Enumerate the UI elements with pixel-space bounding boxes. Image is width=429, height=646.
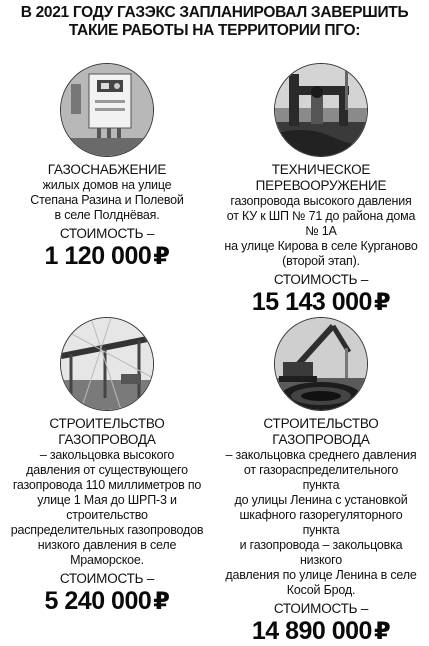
description-line: газопровода 110 миллиметров по xyxy=(12,478,202,492)
excavator-pipe-photo-icon xyxy=(275,318,367,410)
description-line: Степана Разина и Полевой xyxy=(30,193,184,207)
ruble-icon: ₽ xyxy=(373,289,391,316)
project-description xyxy=(214,448,428,598)
page-title-line-1: В 2021 ГОДУ ГАЗЭКС ЗАПЛАНИРОВАЛ ЗАВЕРШИТЬ xyxy=(20,4,409,21)
page-title xyxy=(0,4,429,40)
description-line: распределительных газопроводов xyxy=(10,523,204,537)
pipeline-valve-photo-icon xyxy=(275,64,367,156)
price-value: 5 240 000 xyxy=(44,587,152,615)
project-description xyxy=(0,178,214,223)
cost-label: СТОИМОСТЬ – xyxy=(59,226,155,241)
project-heading: СТРОИТЕЛЬСТВО ГАЗОПРОВОДА xyxy=(263,416,379,447)
project-card-4 xyxy=(214,318,428,646)
description-line: давления по улице Ленина в селе xyxy=(225,568,417,582)
ruble-icon: ₽ xyxy=(153,243,170,270)
cost-label: СТОИМОСТЬ – xyxy=(273,601,369,616)
description-line: – закольцовка высокого xyxy=(39,448,175,462)
project-heading: СТРОИТЕЛЬСТВО ГАЗОПРОВОДА xyxy=(49,416,165,447)
price-value: 1 120 000 xyxy=(44,242,152,270)
description-line: низкого давления в селе Мраморское. xyxy=(37,538,177,567)
project-description xyxy=(214,194,428,269)
project-description xyxy=(0,448,214,568)
gas-boiler-photo-icon xyxy=(61,64,153,156)
description-line: улице 1 Мая до ШРП-3 и строительство xyxy=(37,493,177,522)
description-line: от газораспределительного пункта xyxy=(243,463,399,492)
project-card-3 xyxy=(0,318,214,616)
project-price xyxy=(0,587,214,616)
project-price xyxy=(0,242,214,271)
cost-label: СТОИМОСТЬ – xyxy=(59,571,155,586)
description-line: жилых домов на улице xyxy=(42,178,172,192)
description-line: Косой Брод. xyxy=(286,583,356,597)
price-value: 14 890 000 xyxy=(251,617,372,645)
page-title-line-2: ТАКИЕ РАБОТЫ НА ТЕРРИТОРИИ ПГО: xyxy=(68,22,361,39)
description-line: давления от существующего xyxy=(26,463,188,477)
project-price xyxy=(214,617,428,646)
description-line: (второй этап). xyxy=(282,254,360,268)
description-line: в селе Полднёвая. xyxy=(54,208,160,222)
description-line: на улице Кирова в селе Курганово xyxy=(224,239,418,253)
description-line: газопровода высокого давления xyxy=(230,194,412,208)
ruble-icon: ₽ xyxy=(373,618,391,645)
overhead-pipe-photo-icon xyxy=(61,318,153,410)
ruble-icon: ₽ xyxy=(153,588,170,615)
cost-label: СТОИМОСТЬ – xyxy=(273,272,369,287)
project-price xyxy=(214,288,428,317)
description-line: от КУ к ШП № 71 до района дома № 1А xyxy=(226,209,416,238)
project-card-1 xyxy=(0,64,214,271)
description-line: и газопровода – закольцовка низкого xyxy=(239,538,403,567)
project-card-2 xyxy=(214,64,428,317)
description-line: до улицы Ленина с установкой xyxy=(234,493,408,507)
price-value: 15 143 000 xyxy=(251,288,372,316)
description-line: шкафного газорегуляторного пункта xyxy=(239,508,403,537)
project-heading: ТЕХНИЧЕСКОЕ ПЕРЕВООРУЖЕНИЕ xyxy=(255,162,387,193)
description-line: – закольцовка среднего давления xyxy=(225,448,417,462)
project-heading: ГАЗОСНАБЖЕНИЕ xyxy=(47,162,167,177)
